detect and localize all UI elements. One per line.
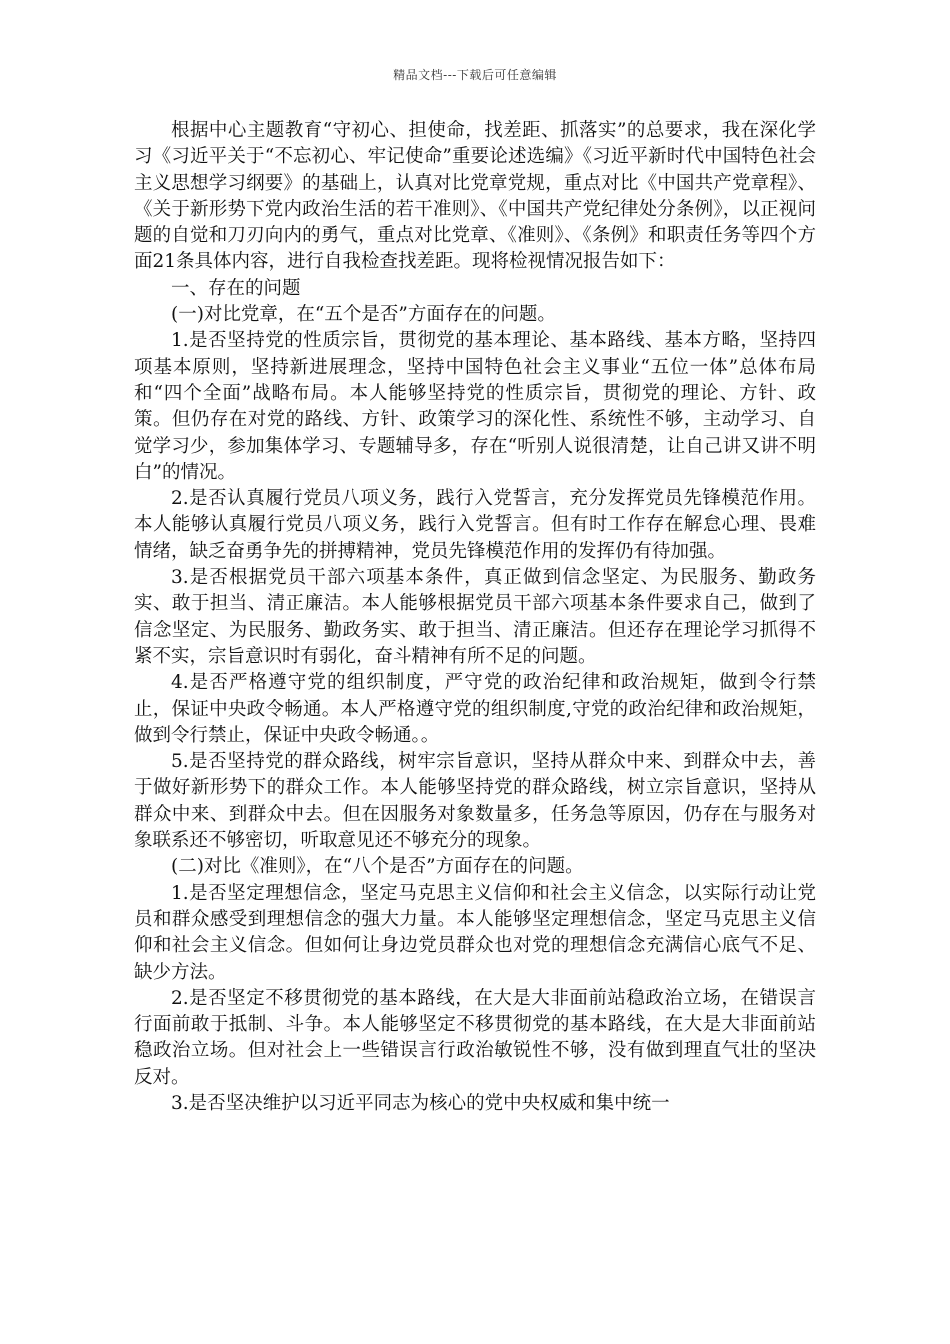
subsection-heading-guidelines: (二)对比《准则》，在“八个是否”方面存在的问题。: [171, 856, 584, 878]
document-body: [134, 118, 816, 1117]
item-paragraph: 1.是否坚定理想信念，坚定马克思主义信仰和社会主义信念，以实际行动让党员和群众感受到理想信念的强大力量。本人能够坚定理想信念，坚定马克思主义信仰和社会主义信念。但如何让身边党员群众也对党的理想信念充满信心底气不足、缺少方法。: [134, 882, 816, 983]
intro-paragraph: 根据中心主题教育“守初心、担使命，找差距、抓落实”的总要求，我在深化学习《习近平关于“不忘初心、牢记使命”重要论述选编》《习近平新时代中国特色社会主义思想学习纲要》的基础上，认真对比党章党规，重点对比《中国共产党章程》、《关于新形势下党内政治生活的若干准则》、《中国共产党纪律处分条例》，以正视问题的自觉和刀刃向内的勇气，重点对比党章、《准则》、《条例》和职责任务等四个方面21条具体内容，进行自我检查找差距。现将检视情况报告如下：: [134, 120, 816, 273]
subsection-heading-party-constitution: (一)对比党章，在“五个是否”方面存在的问题。: [171, 304, 556, 326]
item-paragraph: 2.是否认真履行党员八项义务，践行入党誓言，充分发挥党员先锋模范作用。本人能够认真履行党员八项义务，践行入党誓言。但有时工作存在解怠心理、畏难情绪，缺乏奋勇争先的拼搏精神，党员先锋模范作用的发挥仍有待加强。: [134, 488, 816, 562]
item-paragraph: 3.是否根据党员干部六项基本条件，真正做到信念坚定、为民服务、勤政务实、敢于担当、清正廉洁。本人能够根据党员干部六项基本条件要求自己，做到了信念坚定、为民服务、勤政务实、敢于担当、清正廉洁。但还存在理论学习抓得不紧不实，宗旨意识时有弱化，奋斗精神有所不足的问题。: [134, 567, 816, 667]
page-header: 精品文档---下载后可任意编辑: [393, 68, 557, 82]
item-paragraph: 3.是否坚决维护以习近平同志为核心的党中央权威和集中统一: [171, 1092, 670, 1114]
item-paragraph: 2.是否坚定不移贯彻党的基本路线，在大是大非面前站稳政治立场，在错误言行面前敢于抵制、斗争。本人能够坚定不移贯彻党的基本路线，在大是大非面前站稳政治立场。但对社会上一些错误言行政治敏锐性不够，没有做到理直气壮的坚决反对。: [134, 987, 816, 1088]
item-paragraph: 5.是否坚持党的群众路线，树牢宗旨意识，坚持从群众中来、到群众中去，善于做好新形势下的群众工作。本人能够坚持党的群众路线，树立宗旨意识，坚持从群众中来、到群众中去。但在因服务对象数量多，任务急等原因，仍存在与服务对象联系还不够密切，听取意见还不够充分的现象。: [134, 751, 816, 852]
item-paragraph: 4.是否严格遵守党的组织制度，严守党的政治纪律和政治规矩，做到令行禁止，保证中央政令畅通。本人严格遵守党的组织制度,守党的政治纪律和政治规矩，做到令行禁止，保证中央政令畅通。。: [134, 672, 816, 746]
item-paragraph: 1.是否坚持党的性质宗旨，贯彻党的基本理论、基本路线、基本方略，坚持四项基本原则，坚持新进展理念，坚持中国特色社会主义事业“五位一体”总体布局和“四个全面”战略布局。本人能够坚持党的性质宗旨，贯彻党的理论、方针、政策。但仍存在对党的路线、方针、政策学习的深化性、系统性不够，主动学习、自觉学习少，参加集体学习、专题辅导多，存在“听别人说很清楚，让自己讲又讲不明白”的情况。: [134, 330, 816, 483]
section-heading-problems: 一、存在的问题: [171, 277, 301, 299]
